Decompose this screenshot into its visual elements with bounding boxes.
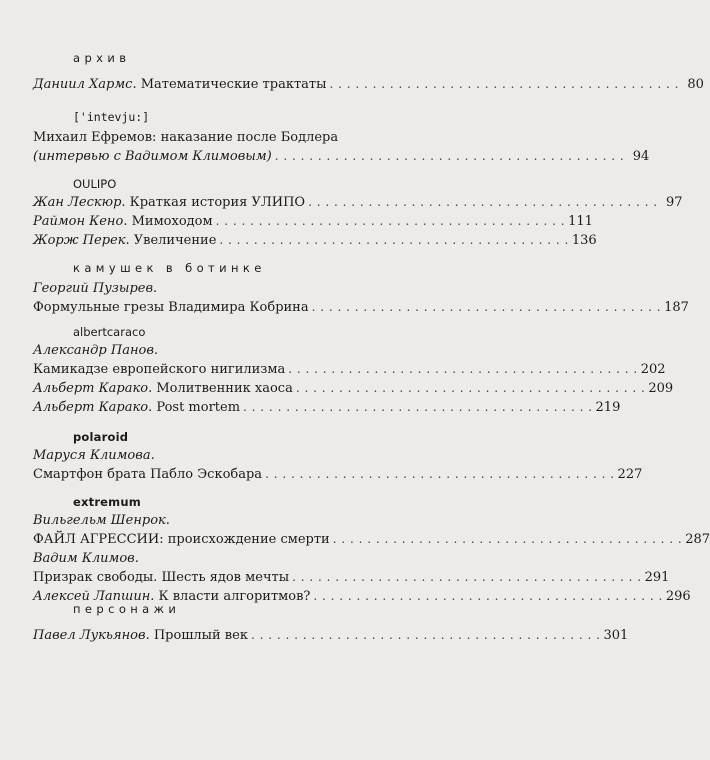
entry-page: 80 (687, 77, 704, 92)
entry-page: 94 (632, 149, 650, 164)
entry-title: Математические трактаты (140, 77, 327, 92)
section-heading: albertcaraco (73, 325, 146, 339)
entry-page: 227 (617, 467, 643, 482)
leader-dots: . . . . . . . . . . . . . . . . . . . . . . . . . . . . . . . . . . . . . . . . . (219, 233, 569, 247)
entry-title: Смартфон брата Пабло Эскобара (33, 467, 263, 482)
entry-author: Альберт Карако (33, 400, 149, 415)
section-stone-in-shoe (33, 261, 689, 317)
toc-entry: Даниил Хармс . Математические трактаты . . . . . . . . . . . . . . . . . . . . . . . . . . . . . . . . . . . . . . . . . 80 (33, 77, 704, 92)
entry-title: К власти алгоритмов? (158, 589, 311, 604)
toc-entry: Раймон Кено . Мимоходом . . . . . . . . . . . . . . . . . . . . . . . . . . . . . . . . . . . . . . . . . 111 (33, 214, 593, 229)
entry-author: Альберт Карако (33, 381, 149, 396)
entry-page: 291 (644, 570, 670, 585)
leader-dots: . . . . . . . . . . . . . . . . . . . . . . . . . . . . . . . . . . . . . . . . . (295, 381, 646, 395)
leader-dots: . . . . . . . . . . . . . . . . . . . . . . . . . . . . . . . . . . . . . . . . . (250, 628, 601, 642)
leader-dots: . . . . . . . . . . . . . . . . . . . . . . . . . . . . . . . . . . . . . . . . . (243, 400, 593, 414)
leader-dots: . . . . . . . . . . . . . . . . . . . . . . . . . . . . . . . . . . . . . . . . . (311, 300, 662, 314)
toc-entry (33, 298, 689, 317)
toc-entry (33, 147, 650, 166)
entry-author: Жорж Перек (33, 233, 126, 248)
entry-page: 287 (685, 532, 710, 547)
entry-author: Георгий Пузырев. (33, 281, 158, 296)
section-persons (33, 602, 629, 645)
leader-dots: . . . . . . . . . . . . . . . . . . . . . . . . . . . . . . . . . . . . . . . . . (329, 77, 679, 91)
leader-dots: . . . . . . . . . . . . . . . . . . . . . . . . . . . . . . . . . . . . . . . . . (308, 195, 658, 209)
toc-entry: Жорж Перек . Увеличение . . . . . . . . . . . . . . . . . . . . . . . . . . . . . . . . . . . . . . . . . 136 (33, 233, 597, 248)
entry-page: 187 (664, 300, 689, 315)
entry-page: 301 (603, 628, 629, 643)
entry-author: Павел Лукьянов (33, 628, 146, 643)
entry-author: Раймон Кено (33, 214, 124, 229)
entry-title: Увеличение (133, 233, 217, 248)
entry-page: 296 (665, 589, 691, 604)
entry-page: 111 (568, 214, 593, 229)
section-heading: polaroid (73, 430, 129, 444)
section-extremum (33, 495, 710, 606)
entry-author: Александр Панов. (33, 343, 159, 358)
toc-entry: Павел Лукьянов . Прошлый век . . . . . . . . . . . . . . . . . . . . . . . . . . . . . . . . . . . . . . . . . 301 (33, 628, 629, 643)
entry-author: Вильгельм Шенрок. (33, 513, 170, 528)
toc-entry: Альберт Карако . Post mortem . . . . . . . . . . . . . . . . . . . . . . . . . . . . . . . . . . . . . . . . . 219 (33, 400, 621, 415)
entry-author: Даниил Хармс (33, 77, 133, 92)
section-albertcaraco (33, 325, 674, 417)
section-heading: архив (73, 51, 131, 65)
entry-author: Маруся Климова. (33, 448, 155, 463)
entry-author: Алексей Лапшин (33, 589, 151, 604)
toc-entry: Алексей Лапшин . К власти алгоритмов? . . . . . . . . . . . . . . . . . . . . . . . . . . . . . . . . . . . . . . . . . 296 (33, 589, 691, 604)
entry-title: ФАЙЛ АГРЕССИИ: происхождение смерти (33, 532, 330, 547)
leader-dots: . . . . . . . . . . . . . . . . . . . . . . . . . . . . . . . . . . . . . . . . . (288, 362, 638, 376)
leader-dots: . . . . . . . . . . . . . . . . . . . . . . . . . . . . . . . . . . . . . . . . . (274, 149, 625, 163)
toc-entry (33, 360, 666, 379)
section-heading: extremum (73, 495, 141, 509)
section-archive (33, 51, 704, 94)
section-heading: персонажи (73, 602, 181, 616)
toc-entry (33, 465, 643, 484)
section-polaroid (33, 430, 643, 484)
leader-dots: . . . . . . . . . . . . . . . . . . . . . . . . . . . . . . . . . . . . . . . . . (313, 589, 663, 603)
leader-dots: . . . . . . . . . . . . . . . . . . . . . . . . . . . . . . . . . . . . . . . . . (332, 532, 683, 546)
entry-subtitle: (интервью с Вадимом Климовым) (33, 149, 272, 164)
section-oulipo (33, 177, 683, 250)
leader-dots: . . . . . . . . . . . . . . . . . . . . . . . . . . . . . . . . . . . . . . . . . (215, 214, 566, 228)
entry-title: Формульные грезы Владимира Кобрина (33, 300, 309, 315)
entry-page: 97 (666, 195, 683, 210)
entry-page: 219 (595, 400, 621, 415)
entry-title: Призрак свободы. Шесть ядов мечты (33, 570, 290, 585)
entry-author: Жан Лескюр (33, 195, 122, 210)
toc-entry (33, 568, 670, 587)
leader-dots: . . . . . . . . . . . . . . . . . . . . . . . . . . . . . . . . . . . . . . . . . (292, 570, 642, 584)
entry-page: 136 (571, 233, 597, 248)
leader-dots: . . . . . . . . . . . . . . . . . . . . . . . . . . . . . . . . . . . . . . . . . (265, 467, 615, 481)
toc-entry: Альберт Карако . Молитвенник хаоса . . . . . . . . . . . . . . . . . . . . . . . . . . . . . . . . . . . . . . . . . 209 (33, 381, 674, 396)
entry-page: 202 (640, 362, 666, 377)
toc-entry: Жан Лескюр . Краткая история УЛИПО . . . . . . . . . . . . . . . . . . . . . . . . . . . . . . . . . . . . . . . . . 97 (33, 195, 683, 210)
entry-title: Молитвенник хаоса (156, 381, 293, 396)
toc-entry (33, 530, 710, 549)
entry-title: Камикадзе европейского нигилизма (33, 362, 286, 377)
entry-title: Post mortem (156, 400, 241, 415)
entry-title: Мимоходом (131, 214, 213, 229)
entry-title: Краткая история УЛИПО (129, 195, 306, 210)
entry-author: Вадим Климов. (33, 551, 139, 566)
entry-page: 209 (648, 381, 674, 396)
entry-title: Михаил Ефремов: наказание после Бодлера (33, 130, 339, 145)
section-heading: камушек в ботинке (73, 261, 266, 275)
section-heading: OULIPO (73, 177, 117, 191)
section-heading: ['intevju:] (73, 110, 150, 124)
section-interview (33, 110, 650, 166)
entry-title: Прошлый век (153, 628, 248, 643)
